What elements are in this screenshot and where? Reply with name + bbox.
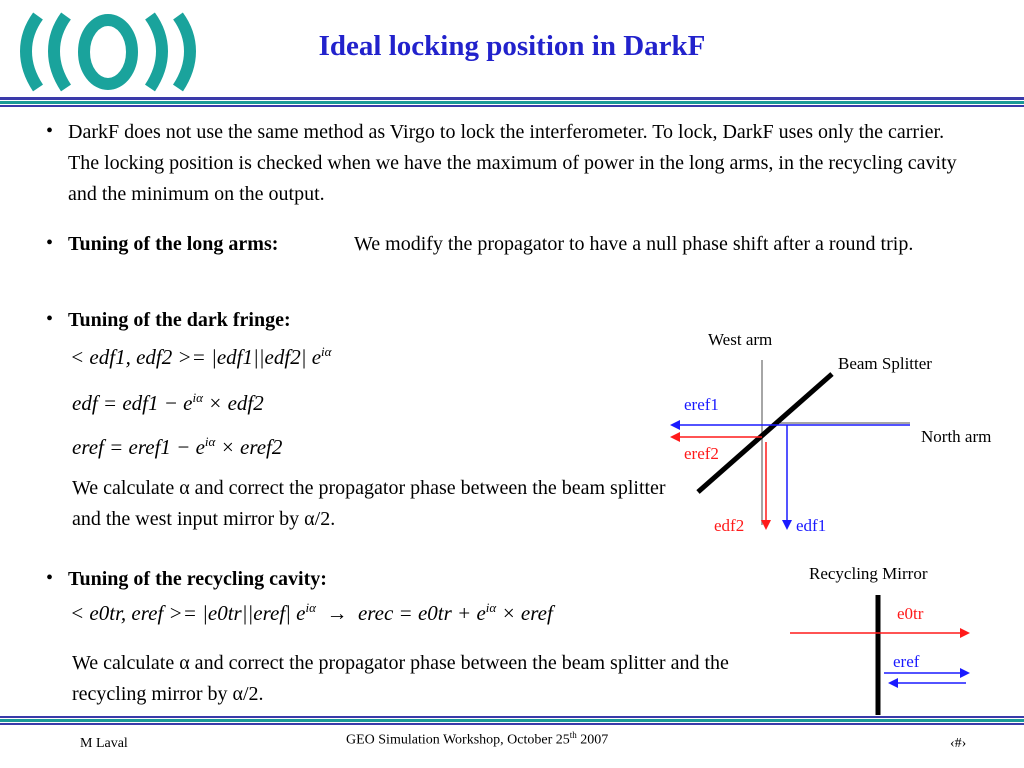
- recycling-mirror-label: Recycling Mirror: [809, 564, 928, 583]
- bullet-marker: •: [46, 120, 54, 142]
- bullet-3-note: We calculate α and correct the propagator phase between the beam splitter and the west input mirror by α/2.: [72, 477, 666, 530]
- beam-splitter-label: Beam Splitter: [838, 354, 932, 373]
- west-arm-label: West arm: [708, 330, 773, 349]
- bullet-marker: •: [46, 308, 54, 330]
- beam-splitter-line: [698, 374, 832, 492]
- recycling-mirror-diagram: [780, 585, 980, 717]
- footer-author: M Laval: [80, 736, 128, 751]
- footer-page-number: ‹#›: [950, 736, 967, 751]
- eref-label: eref: [893, 652, 920, 671]
- header-rule-top: [0, 97, 1024, 100]
- bullet-marker: •: [46, 567, 54, 589]
- bullet-4-heading: Tuning of the recycling cavity:: [68, 568, 327, 590]
- bullet-1-text: DarkF does not use the same method as Virgo to lock the interferometer. To lock, DarkF uses only the carrier. The locking position is checked when we have the maximum of power in the long arms, in the recycling cavity and the minimum on the output.: [68, 121, 957, 205]
- header-rule-bottom: [0, 105, 1024, 107]
- equation-edf: edf = $edf1 - e^{i\alpha} \times edf2$: [72, 390, 264, 415]
- bullet-marker: •: [46, 232, 54, 254]
- equation-recycling: < e0tr, eref >= |e0tr||eref| $e^{i\alpha}$ → erec = $e0tr + e^{i\alpha}$ × eref: [70, 600, 553, 625]
- footer-rule-bottom: [0, 723, 1024, 725]
- e0tr-label: e0tr: [897, 604, 924, 623]
- equation-inner-product-edf: < edf1, edf2 >= |edf1||edf2| $e^{i\alpha}$: [70, 344, 332, 369]
- bullet-3-heading: Tuning of the dark fringe:: [68, 309, 291, 331]
- bullet-2-text: We modify the propagator to have a null phase shift after a round trip.: [354, 233, 914, 255]
- footer-event: GEO Simulation Workshop, October 25th 2007: [346, 730, 609, 748]
- north-arm-label: North arm: [921, 427, 992, 446]
- eref1-label: eref1: [684, 395, 719, 414]
- bullet-2-heading: Tuning of the long arms:: [68, 233, 279, 255]
- bullet-4-note: We calculate α and correct the propagator phase between the beam splitter and the recycling mirror by α/2.: [72, 652, 729, 705]
- edf2-label: edf2: [714, 516, 745, 535]
- equation-eref: eref = eref1 − $e^{i\alpha}$ × eref2: [72, 434, 283, 459]
- edf1-label: edf1: [796, 516, 827, 535]
- eref2-label: eref2: [684, 444, 719, 463]
- page-title: Ideal locking position in DarkF: [318, 30, 706, 62]
- footer-rule-mid: [0, 719, 1024, 722]
- header-rule-mid: [0, 101, 1024, 104]
- footer-rule-top: [0, 716, 1024, 718]
